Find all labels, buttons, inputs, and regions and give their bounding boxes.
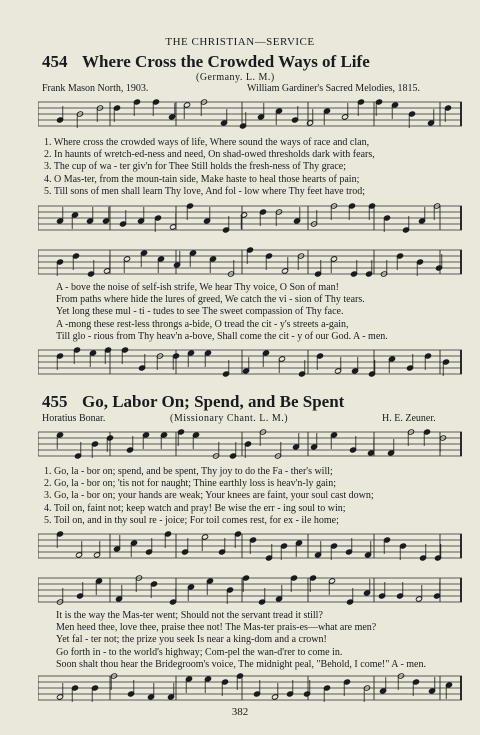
verse-block [56,610,426,671]
verse-line: 5. Till sons of men shall learn Thy love, And fol - low where Thy feet have trod; [44,185,365,197]
verse-line: A - bove the noise of self-ish strife, We hear Thy voice, O Son of man! [56,282,339,293]
verse-line: 2. In haunts of wretch-ed-ness and need, On shad-owed thresholds dark with fears, [44,149,375,161]
verse-line: 5. Toil on, and in thy soul re - joice; For toil comes rest, for ex - ile home; [44,514,339,526]
verse-line: It is the way the Mas-ter went; Should not the servant tread it still? [56,610,323,621]
hymn-title: Where Cross the Crowded Ways of Life [82,52,370,71]
verse-block [44,466,374,527]
music-staff [38,344,462,382]
verse-line: 1. Go, la - bor on; spend, and be spent, Thy joy to do the Fa - ther's will; [44,466,333,477]
music-staff [38,670,462,706]
verse-line: 1. Where cross the crowded ways of life, Where sound the ways of race and clan, [44,137,370,148]
composer-credit: William Gardiner's Sacred Melodies, 1815. [247,83,421,94]
verse-line: Men heed thee, love thee, praise thee not! The Mas-ter prais-es—what are men? [56,622,377,634]
hymn-title: Go, Labor On; Spend, and Be Spent [82,392,345,411]
hymn-number: 455 [42,392,68,411]
verse-line: Soon shalt thou hear the Bridegroom's voice, The midnight peal, "Behold, I come!" A - men. [56,658,426,670]
music-staff [38,528,462,566]
verse-line: 4. O Mas-ter, from the moun-tain side, Make haste to heal those hearts of pain; [44,173,360,185]
music-staff [38,96,462,136]
page-number: 382 [231,706,249,718]
author-credit: Frank Mason North, 1903. [42,83,149,94]
verse-line: From paths where hide the lures of greed, We catch the vi - sion of Thy tears. [56,294,365,306]
verse-line: 2. Go, la - bor on; 'tis not for naught; Thine earthly loss is heav'n-ly gain; [44,478,336,490]
verse-block [44,137,375,198]
verse-line: 3. The cup of wa - ter giv'n for Thee Still holds the fresh-ness of Thy grace; [44,161,347,173]
verse-line: Go forth in - to the world's highway; Com-pel the wan-d'rer to come in. [56,646,343,658]
music-staff [38,572,462,610]
author-credit: Horatius Bonar. [42,413,106,424]
music-staff [38,244,462,282]
section-header: THE CHRISTIAN—SERVICE [165,36,315,48]
tune-name: (Germany. L. M.) [196,72,275,83]
tune-name: (Missionary Chant. L. M.) [170,413,289,424]
verse-line: Till glo - rious from Thy heav'n a-bove, Shall come the cit - y of our God. A - men. [56,330,388,342]
verse-line: Yet fal - ter not; the prize you seek Is near a king-dom and a crown! [56,634,327,646]
verse-line: 4. Toil on, faint not; keep watch and pray! Be wise the err - ing soul to win; [44,502,346,514]
verse-line: Yet long these mul - ti - tudes to see The sweet compassion of Thy face. [56,306,344,318]
music-staff [38,200,462,238]
verse-line: 3. Go, la - bor on; your hands are weak; Your knees are faint, your soul cast down; [44,490,374,502]
verse-line: A -mong these rest-less throngs a-bide, O tread the cit - y's streets a-gain, [56,318,349,330]
verse-block [56,282,388,343]
hymn-number: 454 [42,52,68,71]
music-staff [38,426,462,466]
composer-credit: H. E. Zeuner. [382,413,436,424]
